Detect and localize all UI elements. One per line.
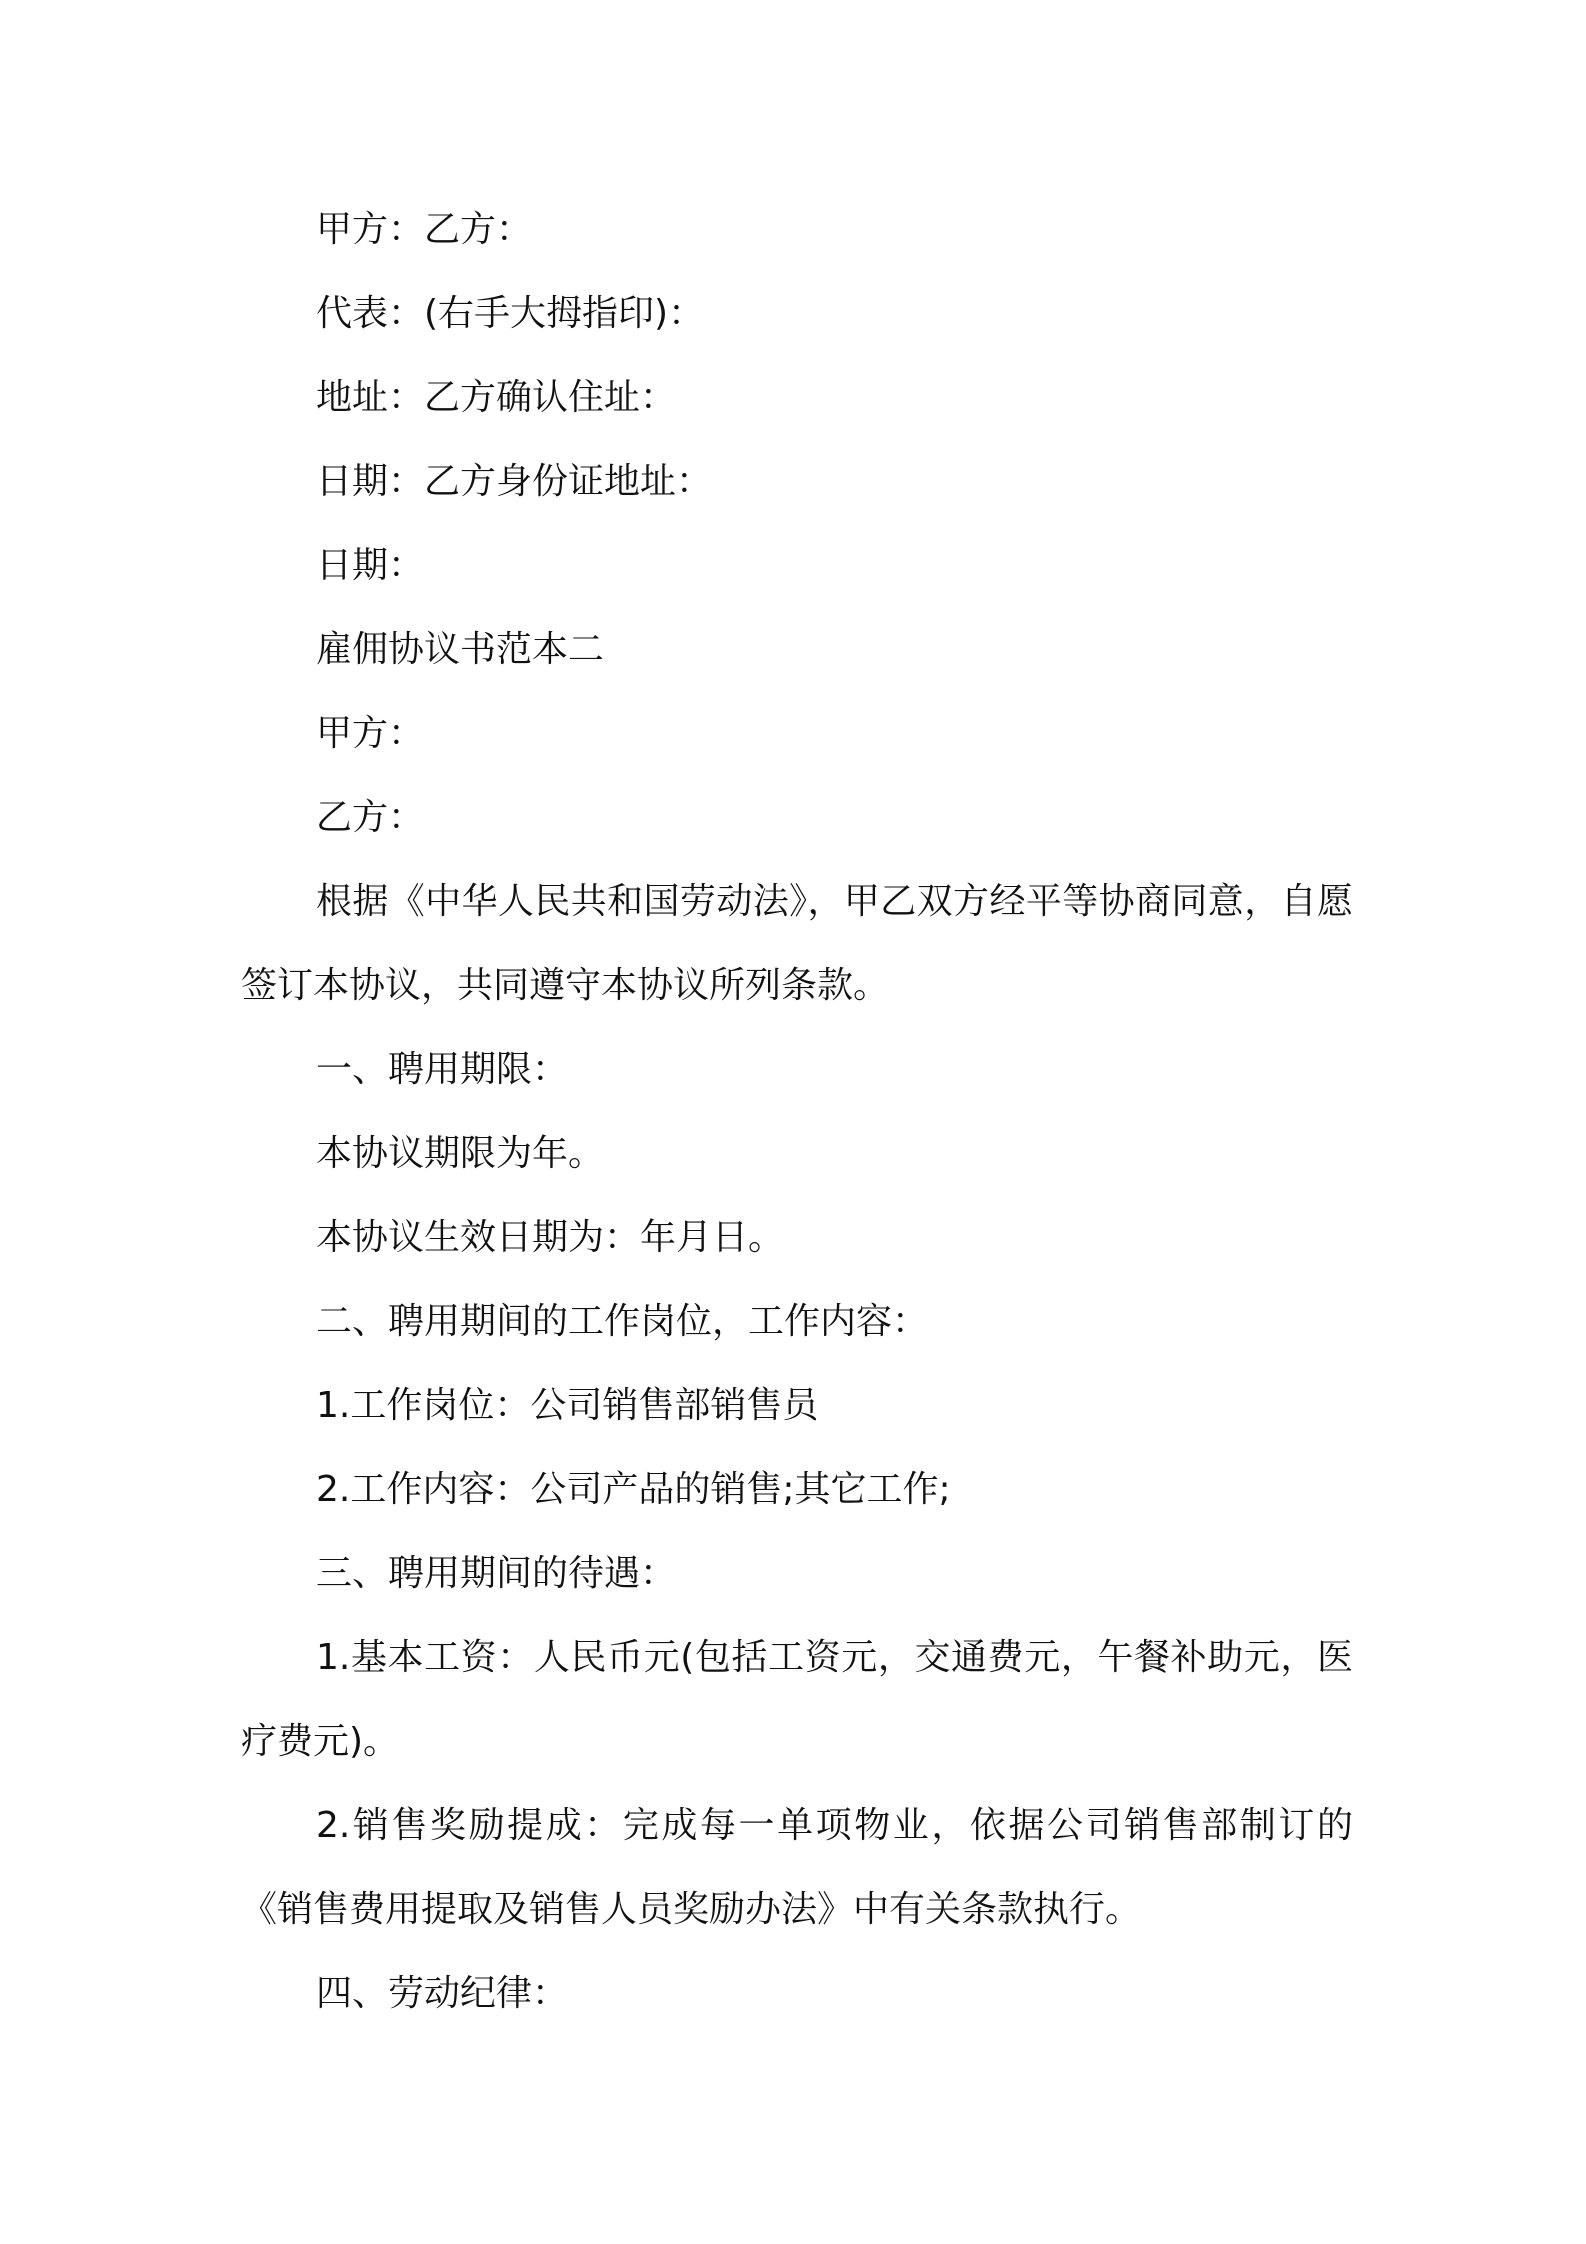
section-title: 雇佣协议书范本二 [316, 629, 605, 670]
signature-address-line: 地址：乙方确认住址： [316, 377, 677, 418]
clause-3-heading: 三、聘用期间的待遇： [316, 1553, 677, 1594]
signature-date-line: 日期： [316, 545, 425, 586]
clause-2-item-content: 2.工作内容：公司产品的销售;其它工作; [316, 1469, 951, 1510]
signature-parties-line: 甲方：乙方： [316, 209, 533, 250]
clause-4-heading: 四、劳动纪律： [316, 1973, 569, 2014]
party-b-line: 乙方： [316, 797, 425, 838]
document-body [241, 188, 1353, 2036]
clause-1-term: 本协议期限为年。 [316, 1133, 605, 1174]
signature-date-id-line: 日期：乙方身份证地址： [316, 461, 713, 502]
clause-3-item-commission: 2.销售奖励提成：完成每一单项物业，依据公司销售部制订的《销售费用提取及销售人员奖励办法》中有关条款执行。 [241, 1805, 1353, 1930]
intro-paragraph: 根据《中华人民共和国劳动法》，甲乙双方经平等协商同意，自愿签订本协议，共同遵守本协议所列条款。 [241, 881, 1353, 1006]
signature-representative-line: 代表：(右手大拇指印)： [316, 293, 705, 334]
party-a-line: 甲方： [316, 713, 425, 754]
clause-2-item-position: 1.工作岗位：公司销售部销售员 [316, 1385, 819, 1426]
clause-2-heading: 二、聘用期间的工作岗位，工作内容： [316, 1301, 929, 1342]
clause-1-heading: 一、聘用期限： [316, 1049, 569, 1090]
clause-1-effective-date: 本协议生效日期为：年月日。 [316, 1217, 785, 1258]
clause-3-item-salary: 1.基本工资：人民币元(包括工资元，交通费元，午餐补助元，医疗费元)。 [241, 1637, 1353, 1762]
